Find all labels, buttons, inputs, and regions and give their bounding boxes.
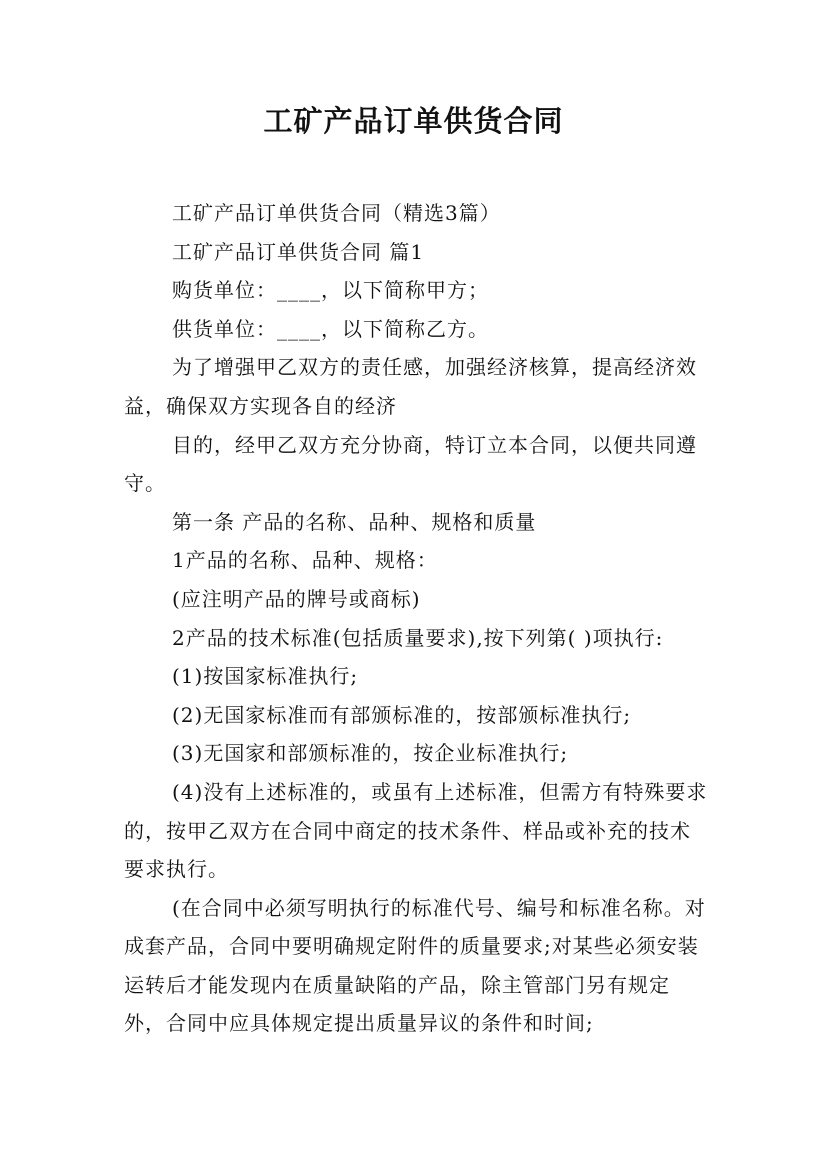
paragraph-purpose-1: 为了增强甲乙双方的责任感，加强经济核算，提高经济效益，确保双方实现各自的经济 — [124, 355, 697, 418]
paragraph-item-note: (应注明产品的牌号或商标) — [172, 586, 421, 611]
paragraph-purpose-2: 目的，经甲乙双方充分协商，特订立本合同，以便共同遵守。 — [124, 432, 697, 496]
paragraph-standard-1: (1)按国家标准执行; — [172, 664, 359, 689]
paragraph-standard-4: (4)没有上述标准的，或虽有上述标准，但需方有特殊要求的，按甲乙双方在合同中商定的技术条件、样品或补充的技术要求执行。 — [124, 779, 708, 882]
paragraph-contract-note: (在合同中必须写明执行的标准代号、编号和标准名称。对成套产品，合同中要明确规定附件的质量要求;对某些必须安装运转后才能发现内在质量缺陷的产品，除主管部门另有规定外，合同中应具体规定提出质量异议的条件和时间; — [124, 895, 706, 1036]
paragraph-item-2: 2产品的技术标准(包括质量要求),按下列第( )项执行: — [172, 625, 664, 650]
paragraph-intro-title: 工矿产品订单供货合同（精选3篇） — [172, 201, 501, 225]
document-title: 工矿产品订单供货合同 — [263, 104, 564, 138]
paragraph-standard-2: (2)无国家标准而有部颁标准的，按部颁标准执行; — [172, 702, 632, 727]
paragraph-buyer: 购货单位：____，以下简称甲方； — [172, 278, 489, 303]
paragraph-item-1: 1产品的名称、品种、规格： — [172, 548, 438, 573]
paragraph-standard-3: (3)无国家和部颁标准的，按企业标准执行; — [172, 741, 569, 766]
paragraph-supplier: 供货单位：____，以下简称乙方。 — [172, 316, 489, 341]
document-body — [124, 194, 710, 1043]
paragraph-section-title: 工矿产品订单供货合同 篇1 — [172, 239, 425, 264]
paragraph-article-1: 第一条 产品的名称、品种、规格和质量 — [172, 509, 537, 534]
